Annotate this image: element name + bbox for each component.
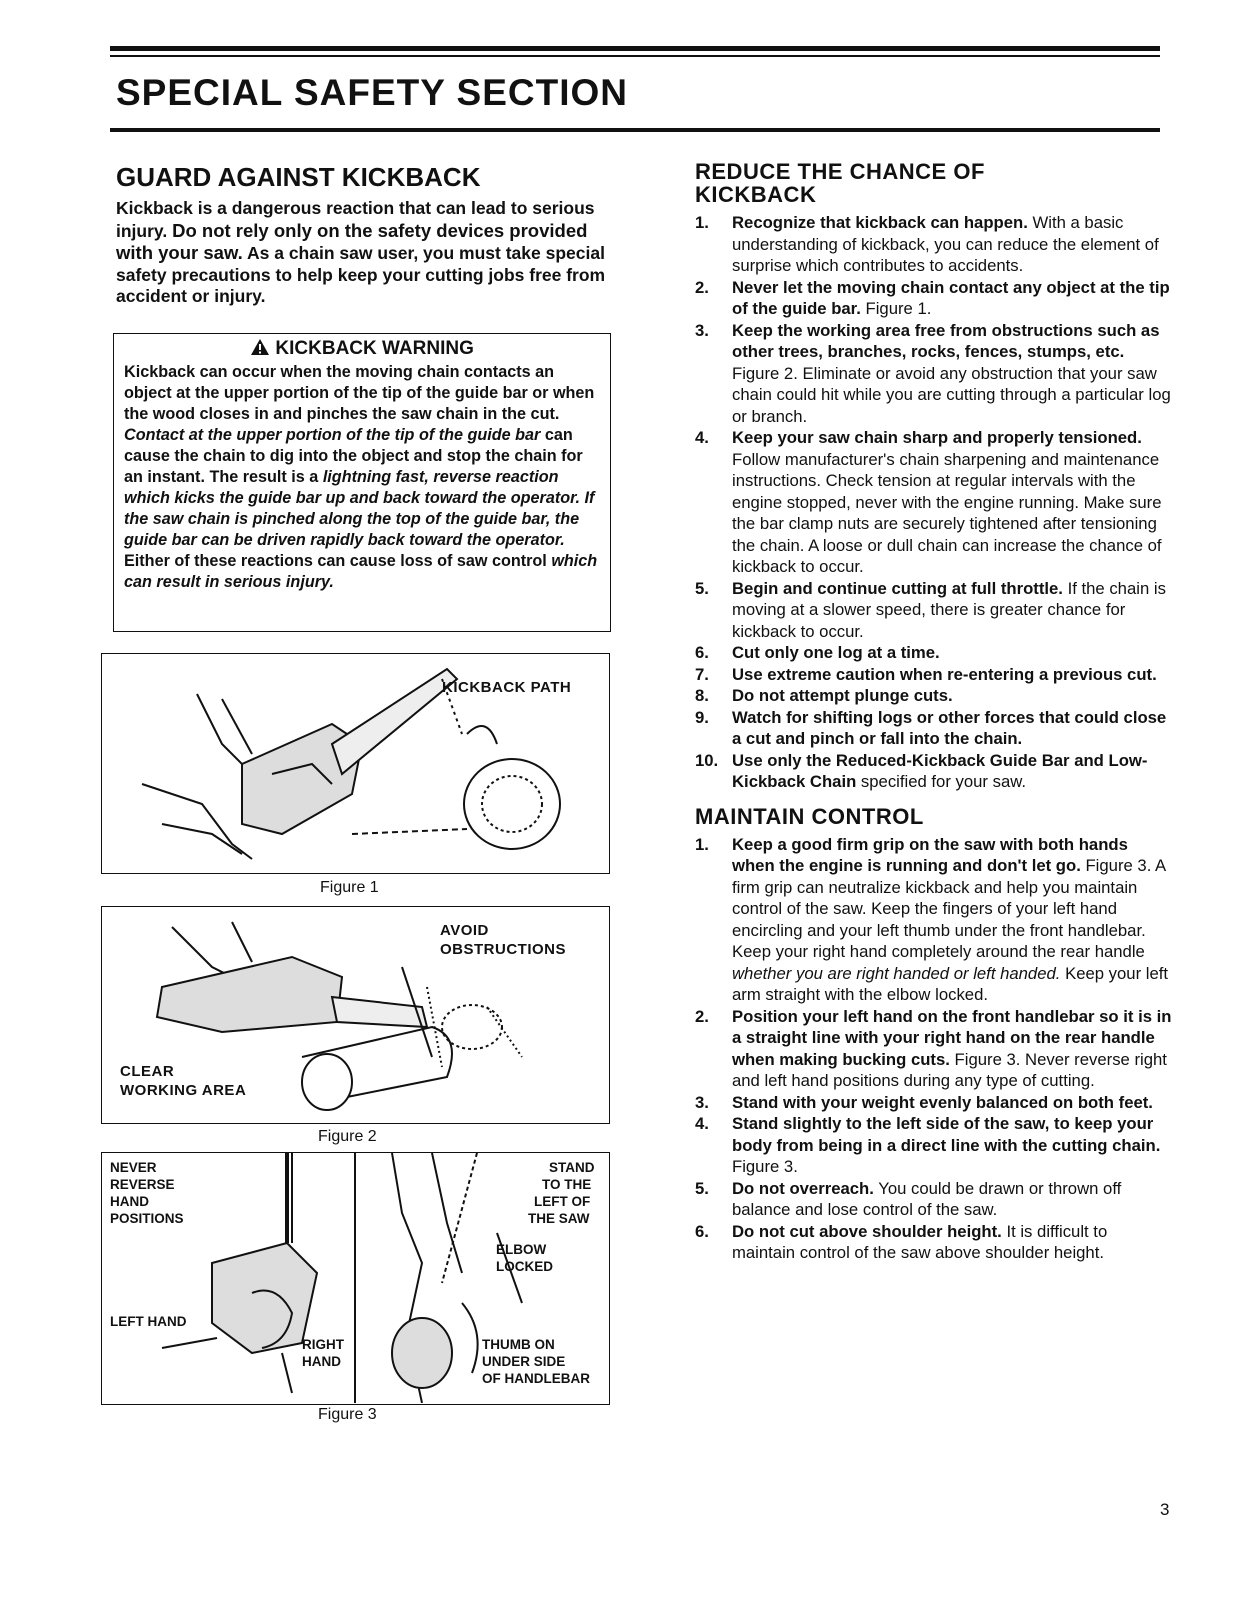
list-item: 4. Keep your saw chain sharp and properly tensioned. Follow manufacturer's chain sharpening and maintenance instructions. Check tension at regular intervals with the engine stopped, never with the engine running. Make sure the bar clamp nuts are securely tightened after tensioning the chain. A loose or dull chain can increase the chance of kickback to occur. <box>695 428 1162 576</box>
never-label-4: POSITIONS <box>110 1211 184 1226</box>
guard-heading: GUARD AGAINST KICKBACK <box>116 162 481 192</box>
never-label-3: HAND <box>110 1194 149 1209</box>
list-item: 10. Use only the Reduced-Kickback Guide Bar and Low-Kickback Chain specified for your saw. <box>695 750 1148 791</box>
list-item: 7. Use extreme caution when re-entering a previous cut. <box>695 664 1157 684</box>
figure-2-caption: Figure 2 <box>318 1128 377 1145</box>
list-item: 1. Recognize that kickback can happen. With a basic understanding of kickback, you can reduce the element of surprise which contributes to accidents. <box>695 213 1159 275</box>
figure-3-box <box>101 1152 610 1405</box>
stand-label-1: STAND <box>549 1160 595 1175</box>
warning-text-2: can cause the chain to dig into the object and stop the chain for an instant. The result is a <box>124 426 583 486</box>
reduce-list <box>695 212 1173 793</box>
never-label-1: NEVER <box>110 1160 157 1175</box>
list-item: 5. Begin and continue cutting at full throttle. If the chain is moving at a slower speed, there is greater chance for kickback to occur. <box>695 578 1166 641</box>
maintain-list <box>695 834 1173 1264</box>
figure-1-box <box>101 653 610 874</box>
elbow-label-2: LOCKED <box>496 1259 553 1274</box>
list-item: 1. Keep a good firm grip on the saw with both hands when the engine is running and don't let go. Figure 3. A firm grip can neutralize kickback and help you maintain control of the saw. Keep the fingers of your left hand encircling and your left thumb under the front handlebar. Keep your right hand completely around the rear handle whether you are right handed or left handed. Keep your left arm straight with the elbow locked. <box>695 834 1169 1004</box>
warning-italic-3: which can result in serious injury. <box>124 552 598 591</box>
left-hand-label: LEFT HAND <box>110 1314 187 1329</box>
warning-text-1: Kickback can occur when the moving chain contacts an object at the upper portion of the tip of the guide bar or when the wood closes in and pinches the saw chain in the cut. <box>124 363 595 423</box>
warning-body <box>124 362 600 593</box>
stand-label-3: LEFT OF <box>534 1194 591 1209</box>
reduce-heading-line-1: REDUCE THE CHANCE OF <box>695 159 985 184</box>
list-item: 4. Stand slightly to the left side of the saw, to keep your body from being in a direct line with the cutting chain. Figure 3. <box>695 1114 1161 1176</box>
left-column <box>116 164 616 308</box>
clear-label: CLEAR <box>120 1063 175 1080</box>
never-label-2: REVERSE <box>110 1177 175 1192</box>
thumb-label-2: UNDER SIDE <box>482 1354 566 1369</box>
warning-title-text: KICKBACK WARNING <box>275 338 474 359</box>
intro-text-2: Do not rely only on the safety devices provided with your saw. <box>116 219 588 263</box>
right-column <box>695 160 1173 1264</box>
intro-paragraph <box>116 198 616 308</box>
working-area-label: WORKING AREA <box>120 1082 247 1099</box>
figure-2-box <box>101 906 610 1124</box>
list-item: 6. Do not cut above shoulder height. It is difficult to maintain control of the saw above shoulder height. <box>695 1221 1108 1262</box>
right-hand-label-1: RIGHT <box>302 1337 344 1352</box>
reduce-heading-line-2: KICKBACK <box>695 182 817 207</box>
avoid-label: AVOID <box>440 922 489 939</box>
list-item: 3. Stand with your weight evenly balanced on both feet. <box>695 1092 1153 1112</box>
stand-label-4: THE SAW <box>528 1211 590 1226</box>
list-item: 5. Do not overreach. You could be drawn or thrown off balance and lose control of the saw. <box>695 1178 1122 1219</box>
thumb-label-1: THUMB ON <box>482 1337 555 1352</box>
maintain-heading: MAINTAIN CONTROL <box>695 803 924 829</box>
list-item: 9. Watch for shifting logs or other forces that could close a cut and pinch or fall into the chain. <box>695 707 1167 748</box>
reduce-heading <box>695 160 1173 206</box>
title-underline <box>110 128 1160 132</box>
figure-3-caption: Figure 3 <box>318 1406 377 1423</box>
kickback-path-label: KICKBACK PATH <box>442 679 572 696</box>
stand-label-2: TO THE <box>542 1177 592 1192</box>
intro-text-1: Kickback is a dangerous reaction that can lead to serious injury. <box>116 198 595 241</box>
figure-1-caption: Figure 1 <box>320 879 379 896</box>
page-title: SPECIAL SAFETY SECTION <box>116 72 628 113</box>
top-rule-thin <box>110 55 1160 57</box>
list-item: 2. Position your left hand on the front handlebar so it is in a straight line with your right hand on the rear handle when making bucking cuts. Figure 3. Never reverse right and left hand positions during any type of cutting. <box>695 1006 1172 1090</box>
page-number: 3 <box>1160 1500 1170 1519</box>
warning-italic-1: Contact at the upper portion of the tip of the guide bar <box>124 426 541 444</box>
warning-title <box>124 338 600 360</box>
warning-italic-2: lightning fast, reverse reaction which kicks the guide bar up and back toward the operator. If the saw chain is pinched along the top of the guide bar, the guide bar can be driven rapidly back toward the operator. <box>124 468 595 549</box>
thumb-label-3: OF HANDLEBAR <box>482 1371 590 1386</box>
warning-triangle-icon <box>250 338 270 356</box>
right-hand-label-2: HAND <box>302 1354 341 1369</box>
list-item: 3. Keep the working area free from obstructions such as other trees, branches, rocks, fences, stumps, etc. Figure 2. Eliminate or avoid any obstruction that your saw chain could hit while you are cutting through a particular log or branch. <box>695 320 1171 426</box>
list-item: 2. Never let the moving chain contact any object at the tip of the guide bar. Figure 1. <box>695 277 1170 318</box>
elbow-label-1: ELBOW <box>496 1242 547 1257</box>
warning-text-3: Either of these reactions can cause loss of saw control <box>124 552 547 570</box>
top-rule-thick <box>110 46 1160 51</box>
intro-text-3: As a chain saw user, you must take special safety precautions to help keep your cutting jobs free from accident or injury. <box>116 243 606 306</box>
obstructions-label: OBSTRUCTIONS <box>440 941 566 958</box>
kickback-warning-box <box>113 333 611 632</box>
list-item: 6. Cut only one log at a time. <box>695 643 940 662</box>
list-item: 8. Do not attempt plunge cuts. <box>695 686 953 705</box>
